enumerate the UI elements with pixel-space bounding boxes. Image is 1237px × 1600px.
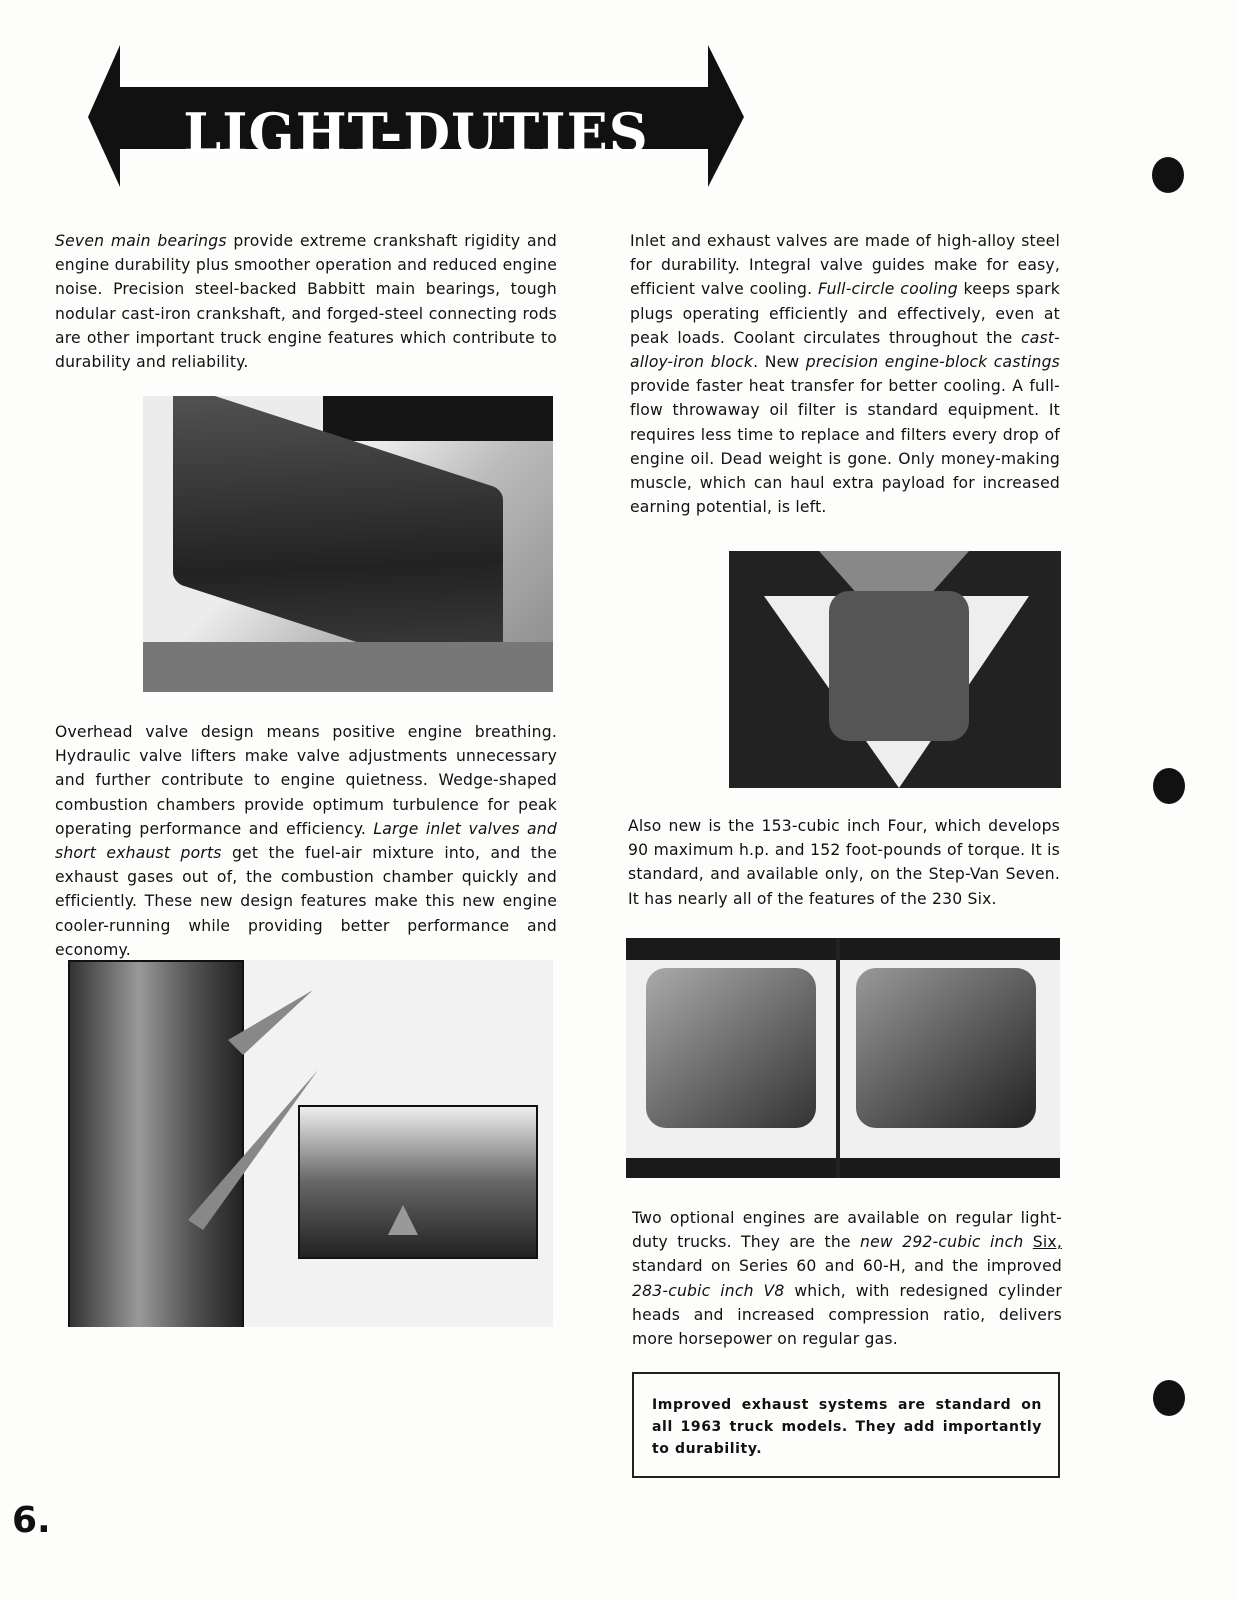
body-text: Inlet and exhaust valves are made of high-alloy steel for durability. Integral valve guides make for easy, efficient valve cooling. — [630, 232, 1060, 299]
emphasis-text: 283-cubic inch V8 — [632, 1281, 785, 1300]
engine-block-photo — [143, 396, 553, 692]
body-text — [1023, 1233, 1032, 1251]
page-number: 6. — [12, 1500, 51, 1541]
four-cylinder-engine-photo — [729, 551, 1061, 788]
emphasis-text: Large inlet valves and short exhaust ports — [55, 819, 557, 863]
paragraph-overhead-valve — [55, 720, 557, 962]
body-text: . New — [753, 353, 806, 372]
body-text: Two optional engines are available on regular light-duty trucks. They are the — [632, 1209, 1062, 1252]
callout-box: Improved exhaust systems are standard on all 1963 truck models. They add importantly to durability. — [632, 1372, 1060, 1478]
title-banner — [88, 45, 744, 187]
binder-hole-middle — [1153, 768, 1185, 804]
body-text: keeps spark plugs operating efficiently and effectively, even at peak loads. Coolant circulates throughout the — [630, 280, 1060, 347]
paragraph-optional-engines — [632, 1206, 1062, 1351]
body-text: which, with redesigned cylinder heads and increased compression ratio, delivers more horsepower on regular gas. — [632, 1281, 1062, 1349]
body-text: provide extreme crankshaft rigidity and engine durability plus smoother operation and reduced engine noise. Precision steel-backed Babbitt main bearings, tough nodular cast-iron crankshaft, and forged-steel connecting rods are other important truck engine features which contribute to durability and reliability. — [55, 232, 557, 372]
body-text: standard on Series 60 and 60-H, and the improved — [632, 1257, 1062, 1276]
emphasis-text: precision engine-block castings — [805, 353, 1060, 372]
paragraph-valves-cooling — [630, 229, 1060, 519]
body-text: Overhead valve design means positive engine breathing. Hydraulic valve lifters make valve adjustments unnecessary and further contribute to engine quietness. Wedge-shaped combustion chambers provide optimum turbulence for peak operating performance and efficiency. — [55, 723, 557, 838]
binder-hole-top — [1152, 157, 1184, 193]
binder-hole-bottom — [1153, 1380, 1185, 1416]
valve-cutaway-illustration — [68, 960, 553, 1327]
paragraph-main-bearings — [55, 229, 557, 374]
emphasis-text: new 292-cubic inch — [860, 1233, 1024, 1252]
body-text: get the fuel-air mixture into, and the exhaust gases out of, the combustion chamber quickly and efficiently. These new design features make this new engine cooler-running while providing better performance and economy. — [55, 844, 557, 959]
paragraph-four-cylinder — [628, 814, 1060, 911]
page-title: LIGHT-DUTIES — [183, 101, 649, 165]
body-text: provide faster heat transfer for better cooling. A full-flow throwaway oil filter is standard equipment. It requires less time to replace and filters every drop of engine oil. Dead weight is gone. Only money-making muscle, which can haul extra payload for increased earning potential, is left. — [630, 377, 1060, 517]
body-text: Six, — [1032, 1233, 1062, 1252]
optional-engines-photo — [626, 938, 1060, 1178]
body-text: Also new is the 153-cubic inch Four, which develops 90 maximum h.p. and 152 foot-pounds of torque. It is standard, and available only, on the Step-Van Seven. It has nearly all of the features of the 230 Six. — [628, 817, 1060, 908]
emphasis-text: Full-circle cooling — [818, 280, 958, 299]
emphasis-text: cast-alloy-iron block — [630, 328, 1060, 372]
emphasis-text: Seven main bearings — [55, 232, 227, 250]
